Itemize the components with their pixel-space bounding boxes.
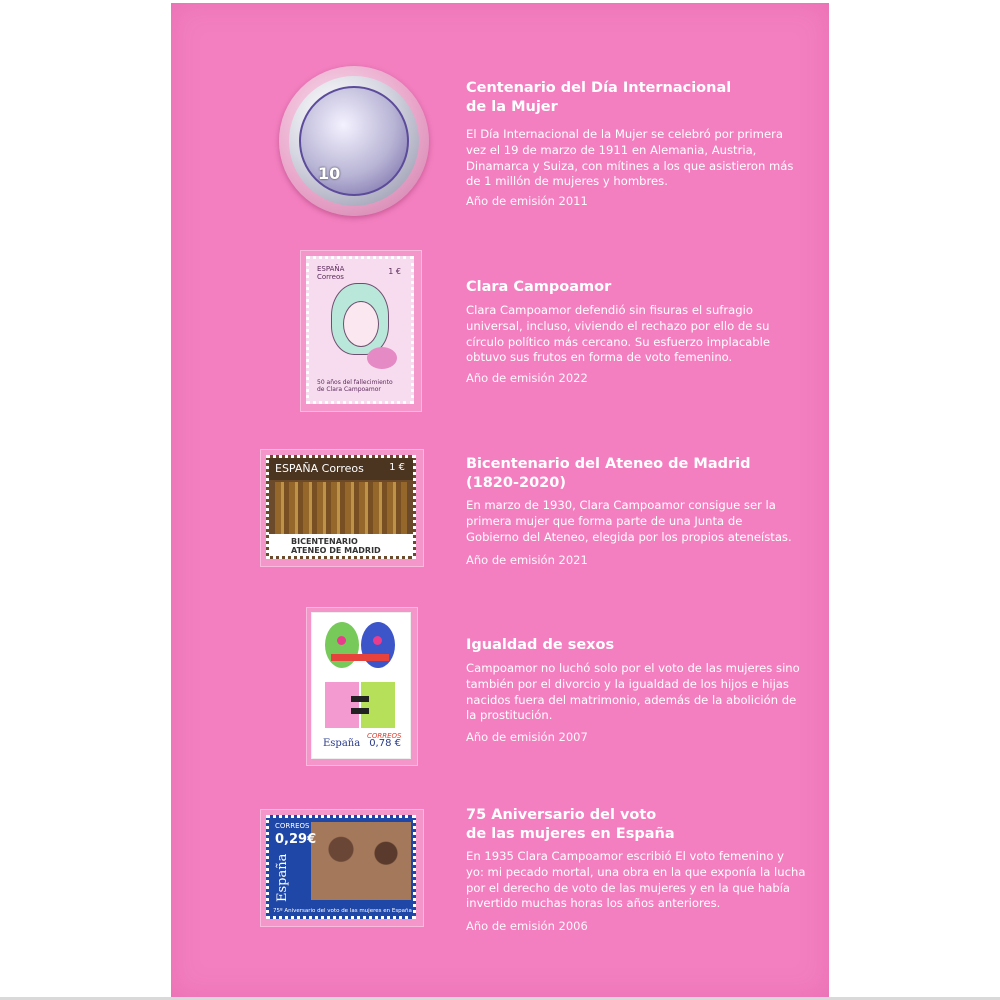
stamp-country: ESPAÑA Correos	[317, 265, 345, 281]
stamp-value: 1 €	[388, 267, 401, 276]
item-title-2: Clara Campoamor	[466, 279, 612, 295]
stamp-aniversario-voto	[266, 815, 416, 919]
coin-face	[299, 86, 409, 196]
item-description-5: En 1935 Clara Campoamor escribió El voto femenino y yo: mi pecado mortal, una obra en la que exponía la lucha por el derecho de voto de las mujeres y en la que había invertido muchas horas los años anteriores.	[466, 849, 806, 911]
stamp-caption-line-2: ATENEO DE MADRID	[291, 546, 381, 555]
stamp-country: España	[323, 738, 361, 749]
stamp-caption-line-1: BICENTENARIO	[291, 537, 358, 546]
item-description-1: El Día Internacional de la Mujer se celebró por primera vez el 19 de marzo de 1911 en Alemania, Austria, Dinamarca y Suiza, con mítines a los que asistieron más de 1 millón de mujeres y hombres.	[466, 127, 794, 189]
historic-photo	[311, 822, 411, 900]
equals-sign-top	[351, 696, 369, 702]
stamp-value: 1 €	[389, 462, 405, 473]
item-description-4: Campoamor no luchó solo por el voto de las mujeres sino también por el divorcio y la igualdad de los hijos e hijas nacidos fuera del matrimonio, además de la abolición de la prostitución.	[466, 661, 800, 723]
stamp-ateneo-madrid	[266, 455, 416, 559]
coin-value: 10	[318, 164, 341, 183]
item-year-1: Año de emisión 2011	[466, 194, 588, 208]
item-title-5: 75 Aniversario del voto de las mujeres en España	[466, 807, 675, 842]
flower-decoration	[367, 347, 397, 369]
item-year-5: Año de emisión 2006	[466, 919, 588, 933]
equals-sign-bottom	[351, 708, 369, 714]
stamp-correos: CORREOS	[367, 732, 402, 740]
item-description-2: Clara Campoamor defendió sin fisuras el sufragio universal, incluso, viviendo el rechazo por ello de su círculo político más cercano. Su esfuerzo implacable obtuvo sus frutos en forma de voto femenino.	[466, 303, 771, 365]
stamp-value: 0,78 €	[369, 738, 401, 749]
stamp-caption: 50 años del fallecimiento de Clara Campoamor	[317, 379, 393, 393]
item-title-1: Centenario del Día Internacional de la Mujer	[466, 80, 732, 115]
item-year-2: Año de emisión 2022	[466, 371, 588, 385]
item-description-3: En marzo de 1930, Clara Campoamor consigue ser la primera mujer que forma parte de una Junta de Gobierno del Ateneo, elegida por los propios ateneístas.	[466, 498, 792, 544]
green-block	[361, 682, 395, 728]
stamp-igualdad-sexos	[312, 613, 410, 758]
item-year-4: Año de emisión 2007	[466, 730, 588, 744]
portrait-face	[343, 301, 379, 347]
blue-face	[361, 622, 395, 668]
stamp-clara-campoamor	[306, 256, 414, 404]
library-image	[275, 482, 407, 534]
pink-block	[325, 682, 359, 728]
item-title-4: Igualdad de sexos	[466, 637, 615, 653]
stamp-country: ESPAÑA Correos	[275, 462, 364, 475]
stamp-caption: 75º Aniversario del voto de las mujeres en España	[273, 908, 412, 914]
item-year-3: Año de emisión 2021	[466, 553, 588, 567]
face-mouth	[331, 654, 389, 661]
item-title-3: Bicentenario del Ateneo de Madrid (1820-2020)	[466, 456, 751, 491]
stamp-country: España	[275, 853, 290, 902]
green-face	[325, 622, 359, 668]
stamp-value: 0,29€	[275, 832, 317, 847]
stamp-correos: CORREOS	[275, 822, 310, 830]
